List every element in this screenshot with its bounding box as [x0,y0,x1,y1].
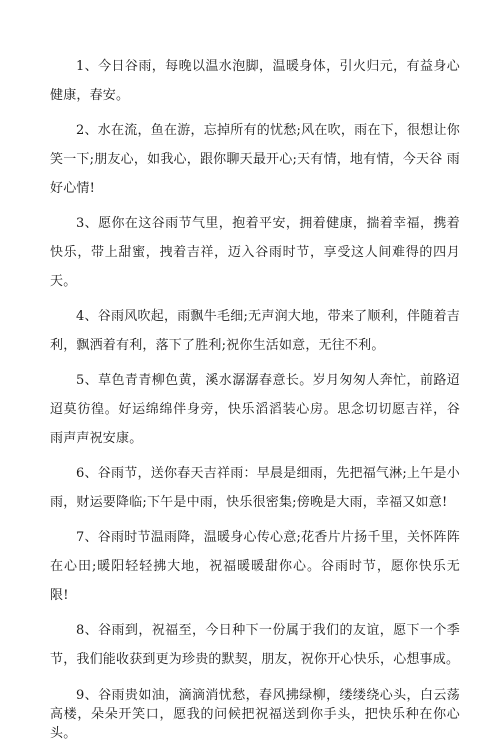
paragraph-3: 3、愿你在这谷雨节气里，抱着平安，拥着健康，揣着幸福，携着 快乐，带上甜蜜，拽着吉祥，迈入谷雨时节，享受这人间难得的四月 天。 [50,216,460,289]
paragraph-6: 6、谷雨节，送你春天吉祥雨：早晨是细雨，先把福气淋;上午是小 雨，财运要降临;下午是中雨，快乐很密集;傍晚是大雨，幸福又如意! [50,466,460,510]
paragraph-7: 7、谷雨时节温雨降，温暖身心传心意;花香片片扬千里，关怀阵阵 在心田;暖阳轻轻拂大地，祝福暖暖甜你心。谷雨时节，愿你快乐无 限! [50,530,460,603]
paragraph-8: 8、谷雨到，祝福至，今日种下一份属于我们的友谊，愿下一个季 节，我们能收获到更为珍贵的默契，朋友，祝你开心快乐，心想事成。 [50,623,460,667]
paragraph-9: 9、谷雨贵如油，滴滴消忧愁，春风拂绿柳，缕缕绕心头，白云荡高楼，朵朵开笑口，愿我的问候把祝福送到你手头，把快乐种在你心 头。 [50,688,460,741]
paragraph-2: 2、水在流，鱼在游，忘掉所有的忧愁;风在吹，雨在下，很想让你 笑一下;朋友心，如我心，跟你聊天最开心;天有情，地有情，今天谷 雨好心情! [50,123,460,196]
paragraph-5: 5、草色青青柳色黄，溪水潺潺春意长。岁月匆匆人奔忙，前路迢 迢莫彷徨。好运绵绵伴身旁，快乐滔滔装心房。思念切切愿吉祥，谷 雨声声祝安康。 [50,373,460,446]
document-body [50,52,460,743]
paragraph-4: 4、谷雨风吹起，雨飘牛毛细;无声润大地，带来了顺利，伴随着吉 利，飘洒着有利，落下了胜利;祝你生活如意，无往不利。 [50,309,460,353]
paragraph-1: 1、今日谷雨，每晚以温水泡脚，温暖身体，引火归元，有益身心 健康，春安。 [50,59,460,103]
